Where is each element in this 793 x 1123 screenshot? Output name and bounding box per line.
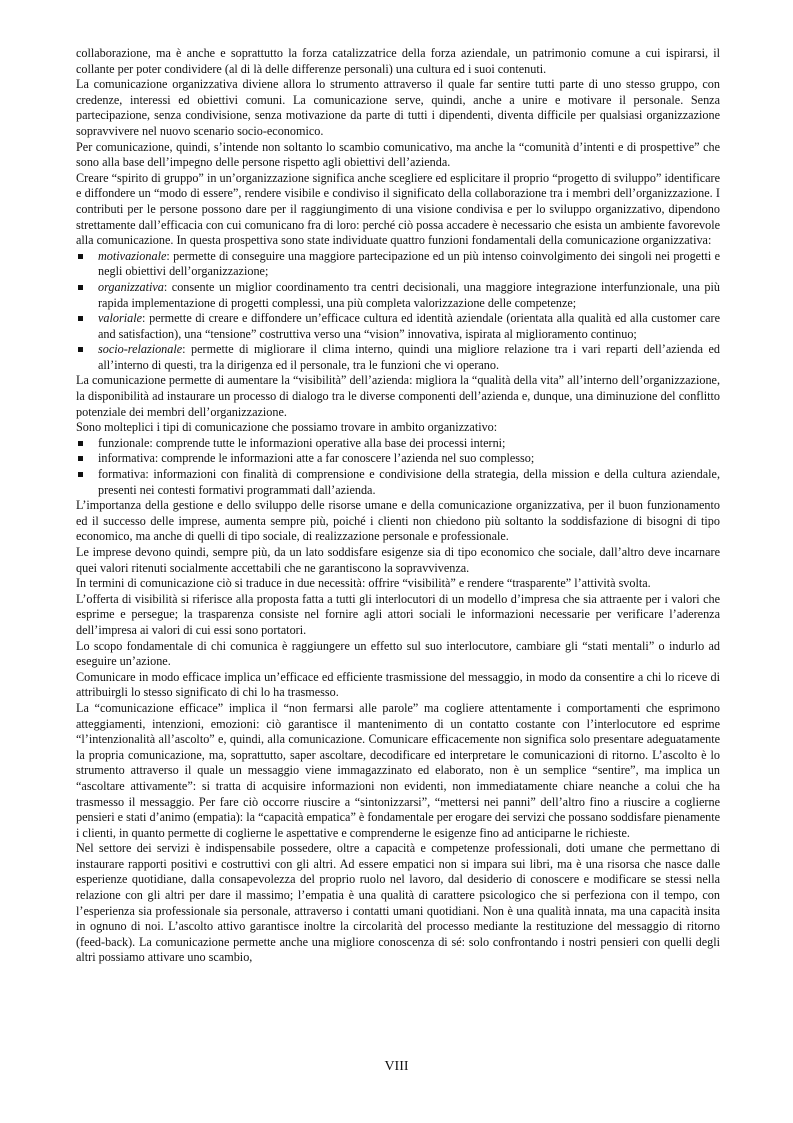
paragraph: L’importanza della gestione e dello sviluppo delle risorse umane e della comunicazione organizzativa, per il buon funzionamento ed il successo delle imprese, aumenta sempre più, poiché i clienti non chiedono più soltanto la soddisfazione di bisogni di tipo economico, ma anche di quelli di tipo sociale, di realizzazione personale e professionale.: [76, 498, 720, 544]
bullet-icon: [78, 347, 83, 352]
function-text: : permette di conseguire una maggiore partecipazione ed un più intenso coinvolgimento dei singoli nei progetti e negli obiettivi dell’organizzazione;: [98, 248, 720, 279]
paragraph: Le imprese devono quindi, sempre più, da un lato soddisfare esigenze sia di tipo economico che sociale, dall’altro deve incarnare quei valori ritenuti socialmente accettabili che ne garantiscono la sopravvivenza.: [76, 545, 720, 575]
bullet-icon: [78, 472, 83, 477]
bullet-icon: [78, 285, 83, 290]
paragraph: collaborazione, ma è anche e soprattutto la forza catalizzatrice della forza aziendale, un patrimonio comune a cui ispirarsi, il collante per poter condividere (al di là delle differenze personali) una cultura ed i suoi contenuti.: [76, 46, 720, 76]
page-number: VIII: [384, 1059, 409, 1074]
function-text: : consente un miglior coordinamento tra centri decisionali, una maggiore integrazione interfunzionale, una più rapida implementazione di progetti complessi, una più completa valorizzazione delle competenze;: [98, 279, 720, 310]
bullet-icon: [78, 441, 83, 446]
list-item: [76, 451, 720, 467]
function-text: : permette di creare e diffondere un’efficace cultura ed identità aziendale (orientata alla qualità ed alla customer care and satisfaction), una “tensione” costruttiva verso una “vision” innovativa, ispirata al miglioramento continuo;: [98, 311, 720, 341]
functions-list: [76, 249, 720, 374]
function-term: motivazionale: [98, 248, 167, 263]
function-term: valoriale: [98, 311, 143, 326]
type-text: formativa: informazioni con finalità di comprensione e condivisione della strategia, della mission e della cultura aziendale, presenti nei contesti formativi programmati dall’azienda.: [98, 467, 720, 497]
bullet-icon: [78, 456, 83, 461]
paragraph: La comunicazione permette di aumentare la “visibilità” dell’azienda: migliora la “qualità della vita” all’interno dell’organizzazione, la disponibilità ad instaurare un processo di dialogo tra le diverse componenti dell’azienda e, dunque, una diminuzione del conflitto potenziale dei membri dell’organizzazione.: [76, 373, 720, 419]
paragraph: Comunicare in modo efficace implica un’efficace ed efficiente trasmissione del messaggio, in modo da consentire a chi lo riceve di attribuirgli lo stesso significato di chi lo ha trasmesso.: [76, 669, 720, 700]
list-item: [76, 311, 720, 342]
bullet-icon: [78, 254, 83, 259]
paragraph: Lo scopo fondamentale di chi comunica è raggiungere un effetto sul suo interlocutore, cambiare gli “stati mentali” o indurlo ad eseguire un’azione.: [76, 638, 720, 669]
list-item: [76, 342, 720, 373]
list-item: [76, 280, 720, 311]
paragraph: La comunicazione organizzativa diviene allora lo strumento attraverso il quale far sentire tutti parte di uno stesso gruppo, con credenze, interessi ed obiettivi comuni. La comunicazione serve, quindi, anche a unire e motivare il personale. Senza partecipazione, senza condivisione, senza motivazione da parte di tutti i dipendenti, diventa difficile per qualsiasi organizzazione sopravvivere nel nuovo scenario socio-economico.: [76, 77, 720, 138]
paragraph: In termini di comunicazione ciò si traduce in due necessità: offrire “visibilità” e rendere “trasparente” l’attività svolta.: [76, 576, 651, 591]
paragraph: Per comunicazione, quindi, s’intende non soltanto lo scambio comunicativo, ma anche la “comunità d’intenti e di prospettive” che sono alla base dell’impegno delle persone rispetto agli obiettivi dell’azienda.: [76, 139, 720, 170]
function-term: socio-relazionale: [98, 342, 183, 357]
paragraph: Sono molteplici i tipi di comunicazione che possiamo trovare in ambito organizzativo:: [76, 420, 498, 435]
paragraph: Creare “spirito di gruppo” in un’organizzazione significa anche scegliere ed esplicitare il proprio “progetto di sviluppo” identificare e diffondere un “modo di essere”, rendere visibile e condiviso il significato della collaborazione tra i membri dell’organizzazione. I contributi per le persone possono dare per il raggiungimento di una visione condivisa e per lo sviluppo organizzativo, dipendono strettamente dall’efficacia con cui comunicano fra di loro: perché ciò possa accadere è necessario che esista un ambiente favorevole alla comunicazione. In questa prospettiva sono state individuate quattro funzioni fondamentali della comunicazione organizzativa:: [76, 170, 720, 248]
page-body: [76, 46, 720, 966]
paragraph: Nel settore dei servizi è indispensabile possedere, oltre a capacità e competenze professionali, doti umane che permettano di instaurare rapporti positivi e costruttivi con gli altri. Ad essere empatici non si impara sui libri, ma è una risorsa che nasce dalle esperienze quotidiane, dalla consapevolezza del proprio ruolo nel lavoro, dal desiderio di conoscere e modificare se stessi nella relazione con gli altri per dare il massimo; l’empatia è una qualità di carattere psicologico che si perfeziona con il tempo, con l’esperienza sia professionale sia personale, attraverso i contatti umani quotidiani. Non è una qualità innata, ma una capacità insita in ognuno di noi. L’ascolto attivo garantisce inoltre la circolarità del processo mediante la restituzione del messaggio di ritorno (feed-back). La comunicazione permette anche una migliore conoscenza di sé: solo confrontando i nostri pensieri con quelli degli altri possiamo attivare uno scambio,: [76, 841, 720, 965]
list-item: [76, 249, 720, 280]
type-text: funzionale: comprende tutte le informazioni operative alla base dei processi interni;: [98, 435, 506, 450]
bullet-icon: [78, 316, 83, 321]
function-text: : permette di migliorare il clima interno, quindi una migliore relazione tra i vari reparti dell’azienda ed all’interno di questi, tra la dirigenza ed il personale, tra le funzioni che vi operano.: [98, 342, 720, 372]
type-text: informativa: comprende le informazioni atte a far conoscere l’azienda nel suo complesso;: [98, 451, 535, 466]
paragraph: L’offerta di visibilità si riferisce alla proposta fatta a tutti gli interlocutori di un modello d’impresa che sia attraente per i valori che esprime e persegue; la trasparenza consiste nel fornire agli attori sociali le informazioni necessarie per verificare l’aderenza dell’impresa ai valori di cui essi sono portatori.: [76, 591, 720, 637]
list-item: [76, 467, 720, 498]
function-term: organizzativa: [98, 279, 164, 294]
paragraph: La “comunicazione efficace” implica il “non fermarsi alle parole” ma cogliere attentamente i comportamenti che esprimono atteggiamenti, intenzioni, emozioni: ciò garantisce il mantenimento di un contatto costante con l’interlocutore ed esprime “l’intenzionalità all’ascolto” e, quindi, alla comunicazione. Comunicare efficacemente non significa solo presentare adeguatamente la propria comunicazione, ma, soprattutto, saper ascoltare, decodificare ed interpretare le comunicazioni di ritorno. L’ascolto è lo strumento attraverso il quale un messaggio viene immagazzinato ed elaborato, non è un semplice “sentire”, ma implica un “ascoltare attivamente”: si tratta di acquisire informazioni non evidenti, non immediatamente chiare neanche a colui che ha trasmesso il messaggio. Per fare ciò occorre riuscire a “sintonizzarsi”, “mettersi nei panni” dell’altro fino a riuscire a coglierne pensieri e stati d’animo (empatia): la “capacità empatica” è fondamentale per erogare dei servizi che possano soddisfare pienamente i clienti, in quanto permette di coglierne le aspettative e comprenderne le esigenze fino ad anticiparne le richieste.: [76, 700, 720, 840]
types-list: [76, 436, 720, 498]
list-item: [76, 436, 720, 452]
